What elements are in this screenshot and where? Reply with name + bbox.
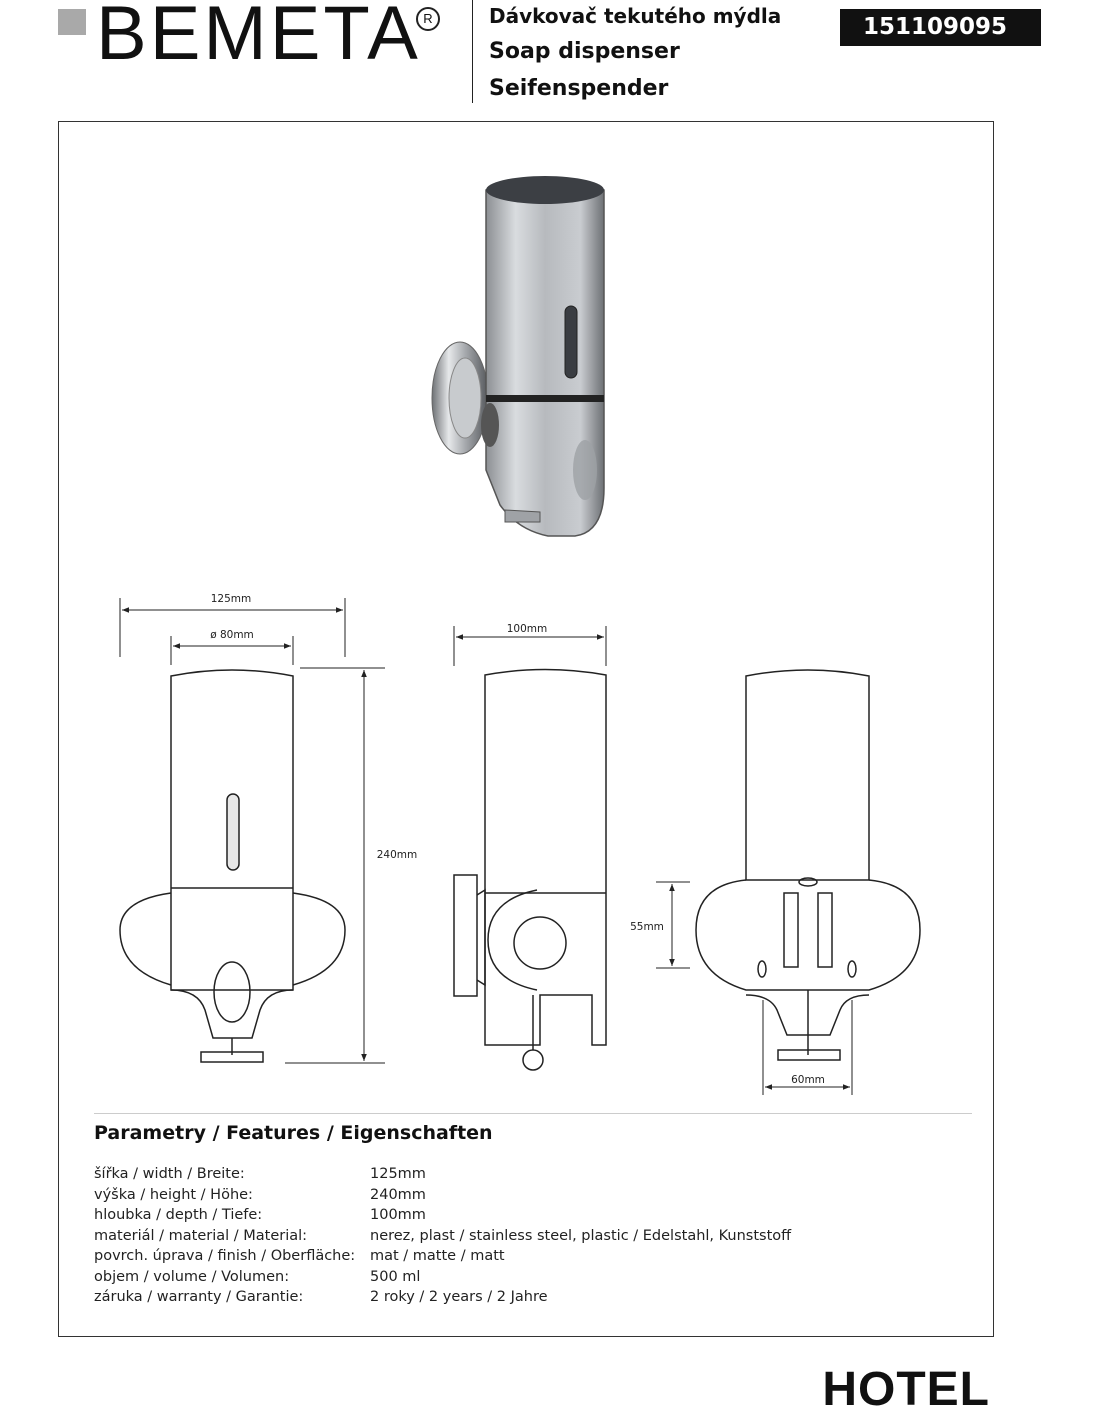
category-label: HOTEL	[822, 1363, 990, 1416]
feature-label: výška / height / Höhe:	[94, 1186, 253, 1203]
feature-label: povrch. úprava / finish / Oberfläche:	[94, 1248, 356, 1265]
brand-logo: BEMETA	[96, 0, 421, 76]
product-code: 151109095	[840, 9, 1041, 46]
front-view	[120, 670, 345, 1062]
dim-bracket-height: 55mm	[630, 921, 664, 933]
table-row	[94, 1185, 791, 1206]
dim-depth: 100mm	[506, 623, 548, 635]
table-row	[94, 1226, 791, 1247]
features-table	[94, 1164, 791, 1308]
table-row	[94, 1287, 791, 1308]
title-english: Soap dispenser	[489, 39, 680, 64]
feature-label: objem / volume / Volumen:	[94, 1268, 290, 1285]
side-view	[454, 670, 606, 1071]
feature-value: 2 roky / 2 years / 2 Jahre	[370, 1289, 548, 1306]
table-row	[94, 1267, 791, 1288]
back-view	[696, 670, 920, 1060]
dim-diameter: ø 80mm	[210, 629, 254, 641]
feature-label: hloubka / depth / Tiefe:	[94, 1207, 263, 1224]
features-divider	[94, 1113, 972, 1114]
feature-label: záruka / warranty / Garantie:	[94, 1289, 304, 1306]
table-row	[94, 1246, 791, 1267]
feature-label: šířka / width / Breite:	[94, 1166, 245, 1183]
title-german: Seifenspender	[489, 76, 669, 101]
feature-value: nerez, plast / stainless steel, plastic / Edelstahl, Kunststoff	[370, 1227, 792, 1244]
dim-width-total: 125mm	[210, 593, 252, 605]
title-czech: Dávkovač tekutého mýdla	[489, 4, 782, 28]
dim-height: 240mm	[376, 849, 418, 861]
features-heading: Parametry / Features / Eigenschaften	[94, 1122, 493, 1144]
feature-value: 125mm	[370, 1166, 426, 1183]
product-photo	[432, 176, 604, 536]
feature-value: 500 ml	[370, 1268, 421, 1285]
feature-label: materiál / material / Material:	[94, 1227, 308, 1244]
dim-bottom-width: 60mm	[791, 1074, 825, 1086]
feature-value: 100mm	[370, 1207, 426, 1224]
table-row	[94, 1164, 791, 1185]
table-row	[94, 1205, 791, 1226]
feature-value: 240mm	[370, 1186, 426, 1203]
registered-mark: R	[416, 7, 440, 31]
feature-value: mat / matte / matt	[370, 1248, 505, 1265]
